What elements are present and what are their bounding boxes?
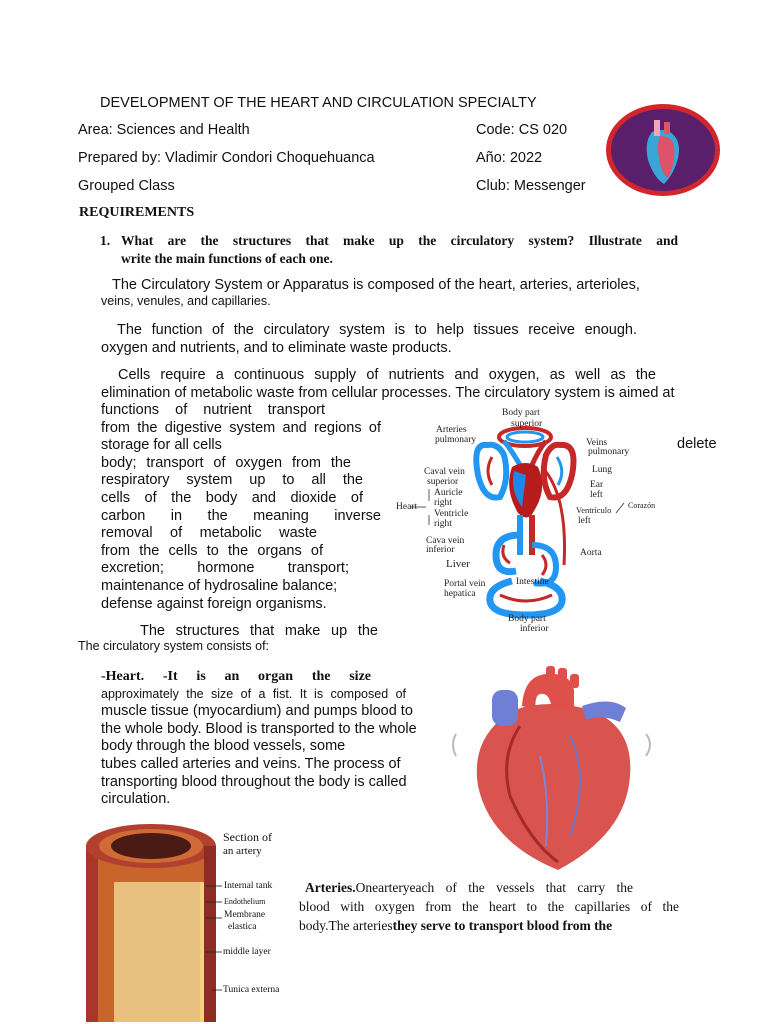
paragraph-2-line-2: oxygen and nutrients, and to eliminate waste products. xyxy=(101,340,452,356)
artery-label-section: Section of xyxy=(223,830,272,844)
arteries-line-3: body.The arteriesthey serve to transport blood from the xyxy=(299,918,613,933)
heart-line: the whole body. Blood is transported to the whole xyxy=(101,720,417,737)
label-auricle: Auricle xyxy=(434,488,463,498)
class-text: Grouped Class xyxy=(78,178,175,194)
label-liver: Liver xyxy=(446,558,470,570)
artery-label-internal: Internal tank xyxy=(224,881,273,891)
label-ear-left-2: left xyxy=(590,490,603,500)
structures-line: The structures that make up the xyxy=(140,623,378,639)
label-cava-inferior: Cava vein xyxy=(426,536,465,546)
label-caval-superior-2: superior xyxy=(427,477,459,487)
heart-line: tubes called arteries and veins. The process of xyxy=(101,755,401,772)
delete-note: delete xyxy=(677,436,717,452)
label-portal-2: hepatica xyxy=(444,589,476,599)
label-veins: Veins xyxy=(586,438,608,448)
label-body-upper-2: superior xyxy=(511,419,543,429)
requirements-heading: REQUIREMENTS xyxy=(79,205,195,220)
paragraph-1-line-1: The Circulatory System or Apparatus is composed of the heart, arteries, arterioles, xyxy=(112,277,640,293)
functions-line: excretion; hormone transport; xyxy=(101,560,349,577)
artery-label-membrane-2: elastica xyxy=(228,922,257,932)
heart-paragraph xyxy=(101,668,435,809)
arteries-line-2: blood with oxygen from the heart to the capillaries of the xyxy=(299,899,679,914)
document-title: DEVELOPMENT OF THE HEART AND CIRCULATION SPECIALTY xyxy=(100,95,537,111)
label-portal: Portal vein xyxy=(444,579,486,589)
year-text: Año: 2022 xyxy=(476,150,543,166)
functions-text xyxy=(101,402,381,613)
circulatory-diagram xyxy=(392,405,674,635)
functions-line: from the cells to the organs of xyxy=(101,542,323,559)
label-ear-left: Ear xyxy=(590,480,604,490)
functions-line: cells of the body and dioxide of xyxy=(101,489,363,506)
specialty-badge-icon xyxy=(604,102,722,198)
label-cava-inferior-2: inferior xyxy=(426,545,455,555)
label-body-upper: Body part xyxy=(502,408,540,418)
label-ventriculo: Ventrículo xyxy=(576,505,612,515)
label-arteries: Arteries xyxy=(436,425,467,435)
anatomical-heart-image xyxy=(450,666,656,876)
consists-line: The circulatory system consists of: xyxy=(78,639,270,653)
paragraph-2-line-1: The function of the circulatory system is to help tissues receive enough. xyxy=(117,322,637,338)
question-number: 1. xyxy=(100,233,111,248)
label-caval-superior: Caval vein xyxy=(424,467,465,477)
heart-line: circulation. xyxy=(101,791,171,808)
label-arteries-2: pulmonary xyxy=(435,435,477,445)
question-1 xyxy=(100,232,678,268)
area-text: Area: Sciences and Health xyxy=(78,122,250,138)
heart-line: body through the blood vessels, some xyxy=(101,738,346,755)
arteries-line-1: Arteries.Onearteryeach of the vessels that carry the xyxy=(305,880,633,895)
functions-line: respiratory system up to all the xyxy=(101,472,363,489)
label-corazon: Corazón xyxy=(628,501,656,510)
heart-line: muscle tissue (myocardium) and pumps blood to xyxy=(101,703,413,720)
label-body-lower-2: inferior xyxy=(520,624,549,634)
artery-section-figure xyxy=(82,822,302,1022)
label-auricle-2: right xyxy=(434,498,452,508)
functions-line: maintenance of hydrosaline balance; xyxy=(101,577,338,594)
label-lung: Lung xyxy=(592,465,613,475)
artery-label-externa: Tunica externa xyxy=(223,985,280,995)
functions-line: body; transport of oxygen from the xyxy=(101,454,351,471)
paragraph-3-line-1: Cells require a continuous supply of nutrients and oxygen, as well as the xyxy=(118,367,656,383)
question-line-2: write the main functions of each one. xyxy=(121,251,333,266)
paragraph-1-line-2: veins, venules, and capillaries. xyxy=(101,294,271,308)
artery-label-endothelium: Endothelium xyxy=(224,897,266,906)
functions-line: defense against foreign organisms. xyxy=(101,595,327,612)
heart-line: transporting blood throughout the body is called xyxy=(101,773,407,790)
label-veins-2: pulmonary xyxy=(588,447,630,457)
functions-line: storage for all cells xyxy=(101,437,222,454)
code-text: Code: CS 020 xyxy=(476,122,568,138)
functions-line: from the digestive system and regions of xyxy=(101,419,381,436)
heart-line-2: approximately the size of a fist. It is composed of xyxy=(101,686,406,701)
label-ventricle-2: right xyxy=(434,519,452,529)
label-intestine: Intestine xyxy=(516,577,549,587)
arteries-paragraph xyxy=(299,878,679,935)
artery-label-membrane: Membrane xyxy=(224,910,266,920)
label-ventriculo-2: left xyxy=(578,516,591,526)
label-body-lower: Body part xyxy=(508,614,546,624)
heart-line-1: -Heart. -It is an organ the size xyxy=(101,669,371,684)
paragraph-3-line-2: elimination of metabolic waste from cellular processes. The circulatory system is aimed at xyxy=(101,385,675,401)
label-aorta: Aorta xyxy=(580,548,602,558)
label-ventricle: Ventricle xyxy=(434,509,469,519)
club-text: Club: Messenger xyxy=(476,178,586,194)
label-heart: Heart xyxy=(396,502,418,512)
prepared-by-text: Prepared by: Vladimir Condori Choquehuanca xyxy=(78,150,375,166)
functions-line: functions of nutrient transport xyxy=(101,402,325,418)
functions-line: removal of metabolic waste xyxy=(101,525,317,542)
functions-line: carbon in the meaning inverse xyxy=(101,507,381,524)
artery-label-middle: middle layer xyxy=(223,947,271,957)
artery-label-section-2: an artery xyxy=(223,845,262,857)
question-line-1: What are the structures that make up the circulatory system? Illustrate and xyxy=(121,233,678,248)
